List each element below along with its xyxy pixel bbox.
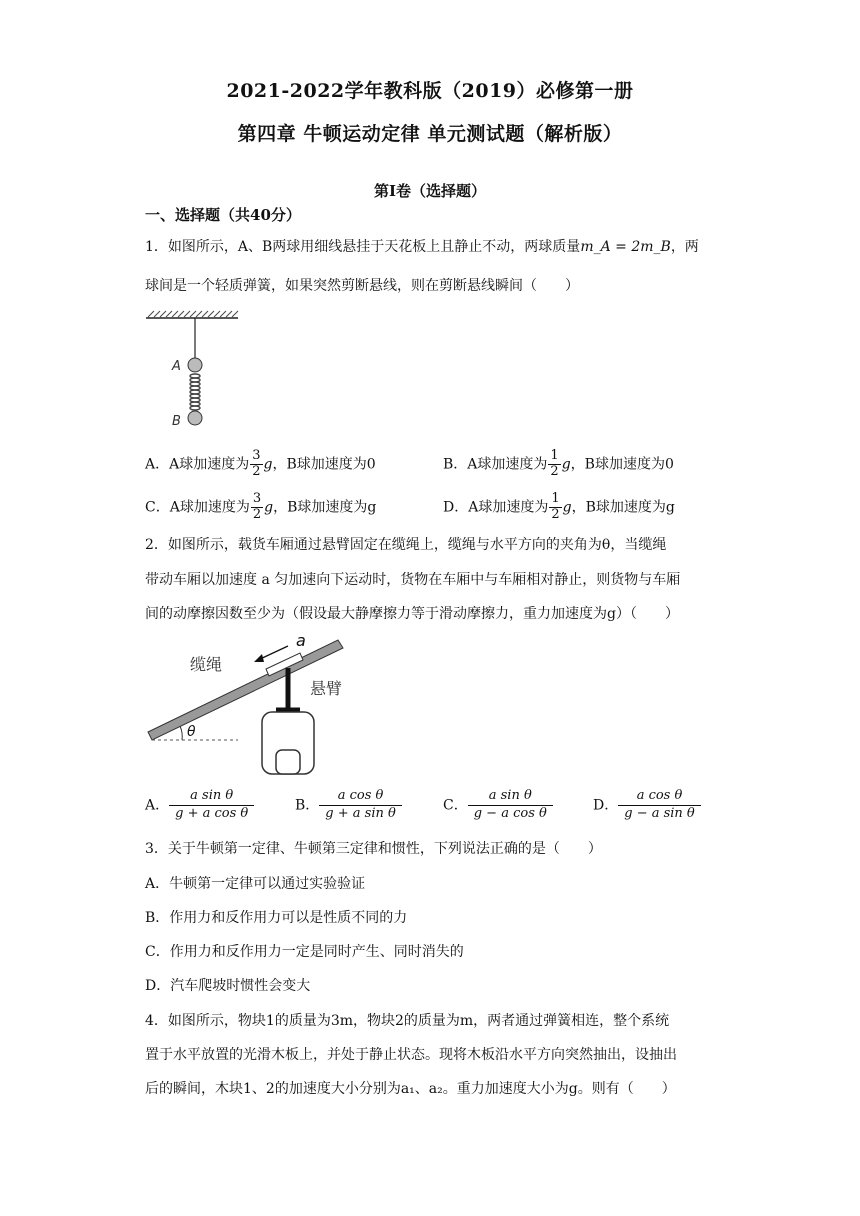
q2-stem-line3: 间的动摩擦因数至少为（假设最大静摩擦力等于滑动摩擦力，重力加速度为g）（ ） [145,606,679,622]
label-b: B [172,414,181,429]
cable-label: 缆绳 [190,655,223,674]
document-title-line1: 2021-2022学年教科版（2019）必修第一册 [226,80,634,102]
q4-stem-line1: 4．如图所示，物块1的质量为3m，物块2的质量为m，两者通过弹簧相连，整个系统 [145,1013,670,1029]
angle-arc [180,726,182,740]
fraction: $\frac{1}{2}$ [551,491,560,522]
label-a: A [172,359,181,374]
spring-coils [190,374,200,410]
ball-b [188,411,202,425]
fraction: $\frac{\text{a cos θ}}{\text{g − a sin θ}}$ [618,788,701,823]
section-heading: 一、选择题（共40分） [145,206,301,224]
q3-option-b[interactable]: B．作用力和反作用力可以是性质不同的力 [145,910,408,926]
q3-stem: 3．关于牛顿第一定律、牛顿第三定律和惯性，下列说法正确的是（ ） [145,841,602,857]
q1-stem-text: 1．如图所示，A、B两球用细线悬挂于天花板上且静止不动，两球质量 [145,239,581,255]
fraction: $\frac{\text{a cos θ}}{\text{g + a sin θ}}$ [319,788,402,823]
q1-stem-line2: 球间是一个轻质弹簧，如果突然剪断悬线，则在剪断悬线瞬间（ ） [145,278,579,294]
volume-heading: 第Ⅰ卷（选择题） [373,182,487,200]
q1-stem-line1 [145,236,699,256]
ball-a [188,358,202,372]
q1-option-a[interactable]: A．A球加速度为 $\frac{3}{2}$ g，B球加速度为0 [145,448,376,479]
fraction: $\frac{\text{a sin θ}}{\text{g − a cos θ}}$ [468,788,553,823]
q4-stem-line2: 置于水平放置的光滑木板上，并处于静止状态。现将木板沿水平方向突然抽出，设抽出 [145,1047,677,1063]
q1-stem-tail: ，两 [670,239,699,255]
q2-option-c[interactable]: C． $\frac{\text{a sin θ}}{\text{g − a cos θ}}$ [443,788,553,823]
carriage-door [276,750,300,774]
q2-cable-car-figure [140,632,390,780]
q1-option-c[interactable]: C．A球加速度为 $\frac{3}{2}$ g，B球加速度为g [145,491,377,522]
q3-option-a[interactable]: A．牛顿第一定律可以通过实验验证 [145,876,366,892]
q2-stem-line1: 2．如图所示，载货车厢通过悬臂固定在缆绳上，缆绳与水平方向的夹角为θ，当缆绳 [145,537,667,553]
q2-option-a[interactable]: A． $\frac{\text{a sin θ}}{\text{g + a cos θ}}$ [145,788,254,823]
q2-option-b[interactable]: B． $\frac{\text{a cos θ}}{\text{g + a sin θ}}$ [295,788,402,823]
fraction: $\frac{3}{2}$ [252,491,262,522]
fraction: $\frac{\text{a sin θ}}{\text{g + a cos θ}}$ [169,788,254,823]
document-title-line2: 第四章 牛顿运动定律 单元测试题（解析版） [237,123,623,145]
fraction: $\frac{1}{2}$ [550,448,559,479]
q1-option-b[interactable]: B．A球加速度为 $\frac{1}{2}$ g，B球加速度为0 [443,448,674,479]
q1-spring-figure [140,308,250,433]
angle-label: θ [187,724,196,740]
q2-stem-line2: 带动车厢以加速度 a 匀加速向下运动时，货物在车厢中与车厢相对静止，则货物与车厢 [145,572,681,588]
q3-option-d[interactable]: D．汽车爬坡时惯性会变大 [145,978,311,994]
q1-mass-relation: m_A = 2m_B [580,239,671,255]
accel-arrow-head [254,654,264,662]
q4-stem-line3: 后的瞬间，木块1、2的加速度大小分别为a₁、a₂。重力加速度大小为g。则有（ ） [145,1081,676,1097]
arm-label: 悬臂 [310,679,343,698]
ceiling-hatch [148,311,238,317]
q2-option-d[interactable]: D． $\frac{\text{a cos θ}}{\text{g − a sin θ}}$ [593,788,701,823]
fraction: $\frac{3}{2}$ [252,448,261,479]
q3-option-c[interactable]: C．作用力和反作用力一定是同时产生、同时消失的 [145,944,464,960]
accel-label: a [296,632,306,650]
q1-option-d[interactable]: D．A球加速度为 $\frac{1}{2}$ g，B球加速度为g [443,491,675,522]
